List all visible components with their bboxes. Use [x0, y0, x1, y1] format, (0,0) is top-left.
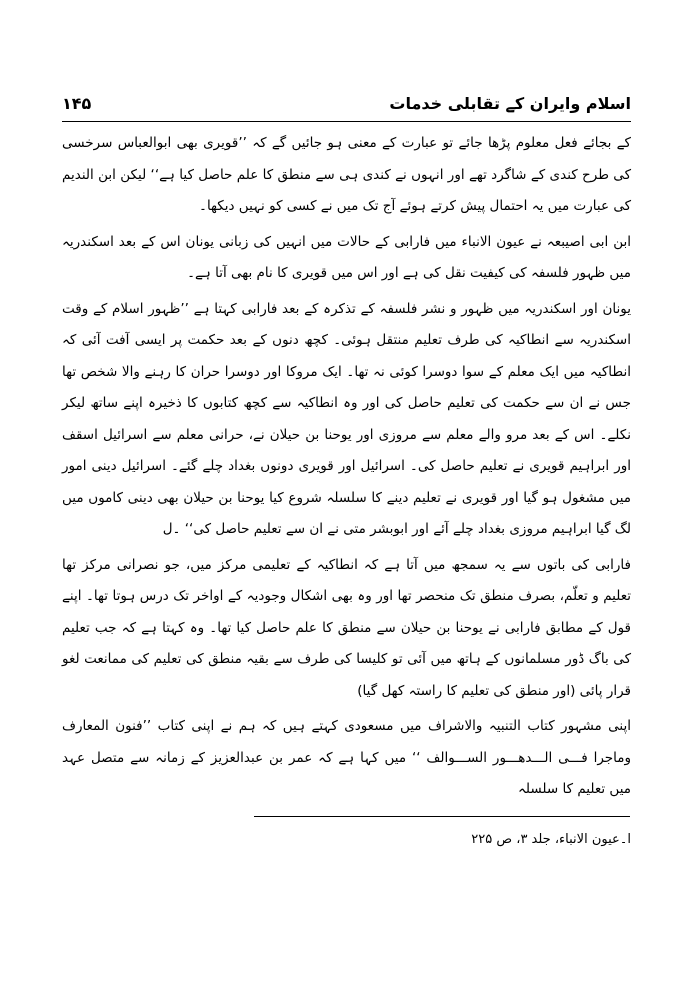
running-title: اسلام وایران کے تقابلی خدمات [389, 94, 631, 113]
paragraph: فارابی کی باتوں سے یہ سمجھ میں آتا ہے کہ انطاکیہ کے تعلیمی مرکز میں، جو نصرانی مرکز تھا تعلیم و تعلّم، بصرف منطق تک منحصر تھا اور وہ بھی اشکال وجودیہ کے اواخر تک درس ہوتا تھا۔ اپنے قول کے مطابق فارابی نے یوحنا بن حیلان سے منطق کا علم حاصل کیا تھا۔ وہ کہتا ہے کہ جب تعلیم کی باگ ڈور مسلمانوں کے ہاتھ میں آئی تو کلیسا کی طرف سے بقیہ منطق کی تعلیم کی ممانعت لغو قرار پائی (اور منطق کی تعلیم کا راستہ کھل گیا) [62, 556, 631, 699]
footnote-rule [254, 816, 630, 817]
paragraph: یونان اور اسکندریہ میں ظہور و نشر فلسفہ کے تذکرہ کے بعد فارابی کہتا ہے ’’ظہور اسلام کے وقت اسکندریہ سے انطاکیہ کی طرف تعلیم منتقل ہوئی۔ کچھ دنوں کے بعد حکمت پر ایسی آفت آئی کہ انطاکیہ میں ایک معلم کے سوا دوسرا کوئی نہ تھا۔ ایک مروکا اور دوسرا حران کا رہنے والا شخص تھا جس نے ان سے حکمت کی تعلیم حاصل کی اور وہ انطاکیہ سے کچھ کتابوں کا ذخیرہ اپنے ساتھ لیکر نکلے۔ اس کے بعد مرو والے معلم سے مروزی اور یوحنا بن حیلان نے، حرانی معلم سے اسرائیل اسقف اور ابراہیم قویری نے تعلیم حاصل کی۔ اسرائیل اور قویری دونوں بغداد چلے گئے۔ اسرائیل دینی امور میں مشغول ہو گیا اور قویری نے تعلیم دینے کا سلسلہ شروع کیا یوحنا بن حیلان بھی دینی کاموں میں لگ گیا ابراہیم مروزی بغداد چلے آئے اور ابوبشر متی نے ان سے تعلیم حاصل کی‘‘ ۔ل [62, 300, 631, 537]
paragraph: اپنی مشہور کتاب التنبیہ والاشراف میں مسعودی کہتے ہیں کہ ہم نے اپنی کتاب ’’فنون المعارف وماجرا فـــی الـــدھـــور الســـوالف ‘‘ میں کہا ہے کہ عمر بن عبدالعزیز کے زمانہ سے متصل عہد میں تعلیم کا سلسلہ [62, 718, 631, 797]
header-rule [62, 121, 631, 122]
main-text [62, 128, 631, 810]
paragraph: کے بجائے فعل معلوم پڑھا جائے تو عبارت کے معنی ہو جائیں گے کہ ’’قویری بھی ابوالعباس سرخسی کی طرح کندی کے شاگرد تھے اور انہوں نے کندی ہی سے منطق کا علم حاصل کیا ہے‘‘ لیکن ابن الندیم کی عبارت میں یہ احتمال پیش کرتے ہوئے آج تک میں نے کسی کو نہیں دیکھا۔ [62, 135, 631, 214]
page-header [62, 88, 631, 122]
footnote: ا۔عیون الانباء، جلد ۳، ص ۲۲۵ [471, 832, 631, 847]
paragraph: ابن ابی اصیبعہ نے عیون الانباء میں فارابی کے حالات میں انہیں کی زبانی یونان اس کے بعد اسکندریہ میں ظہور فلسفہ کی کیفیت نقل کی ہے اور اس میں قویری کا نام بھی آتا ہے۔ [62, 233, 631, 281]
page-number: ۱۴۵ [62, 94, 92, 113]
